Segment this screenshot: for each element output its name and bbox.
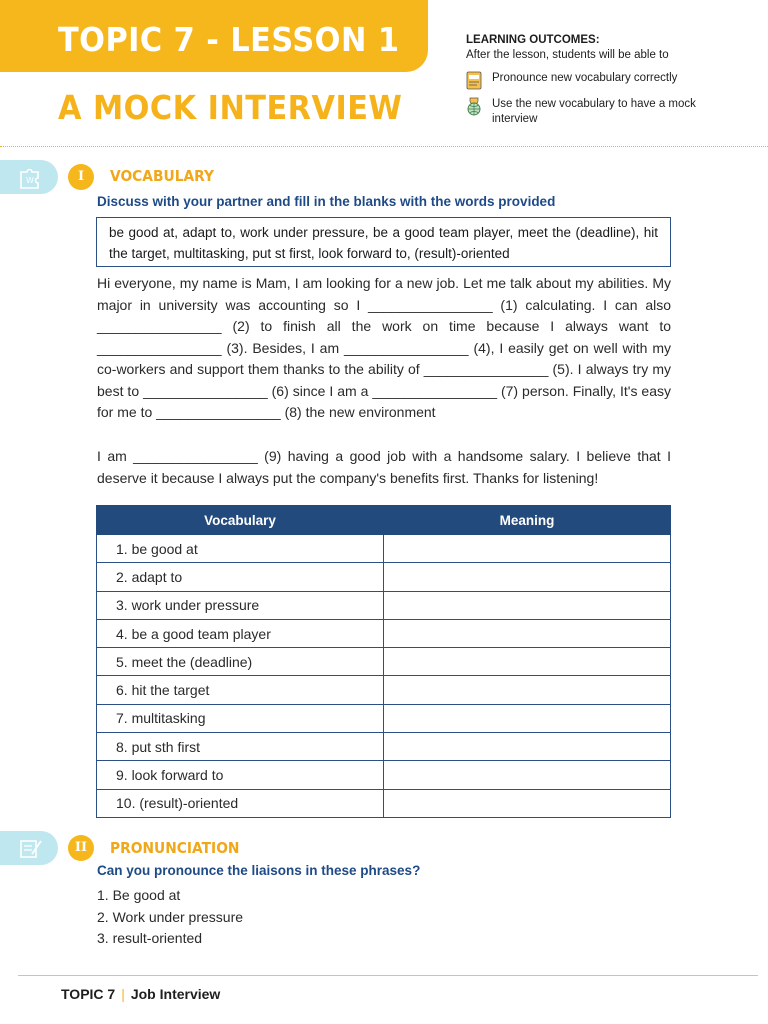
meaning-column-header: Meaning: [384, 506, 671, 535]
footer-topic: TOPIC 7: [61, 986, 116, 1002]
table-row: [97, 789, 671, 817]
vocabulary-cell: 2. adapt to: [97, 563, 384, 591]
vocabulary-cell: 6. hit the target: [97, 676, 384, 704]
writing-pad-icon: [18, 837, 44, 861]
fill-in-passage-ending: I am ________________ (9) having a good job with a handsome salary. I believe that I deserve it because I always put the company's benefits first. Thanks for listening!: [97, 448, 671, 486]
vocabulary-cell: 7. multitasking: [97, 704, 384, 732]
table-row: [97, 591, 671, 619]
meaning-cell[interactable]: [384, 789, 671, 817]
vocabulary-cell: 1. be good at: [97, 535, 384, 563]
outcome-text: Use the new vocabulary to have a mock interview: [492, 98, 696, 125]
vocabulary-table: [96, 505, 671, 818]
section-tab-pronunciation: [0, 831, 58, 865]
footer-separator: |: [121, 986, 125, 1002]
section-title: VOCABULARY: [110, 167, 215, 185]
page-footer: [61, 986, 220, 1002]
topic-lesson-title: TOPIC 7 - LESSON 1: [58, 20, 400, 59]
table-row: [97, 619, 671, 647]
word-bank-box: be good at, adapt to, work under pressure, be a good team player, meet the (deadline), hit the target, multitasking, put st first, look forward to, (result)-oriented: [96, 217, 671, 267]
vocabulary-book-icon: [466, 71, 482, 89]
meaning-cell[interactable]: [384, 563, 671, 591]
vocabulary-cell: 5. meet the (deadline): [97, 648, 384, 676]
vocabulary-cell: 9. look forward to: [97, 761, 384, 789]
meaning-cell[interactable]: [384, 619, 671, 647]
table-row: [97, 761, 671, 789]
meaning-cell[interactable]: [384, 761, 671, 789]
svg-text:W: W: [26, 176, 34, 185]
meaning-cell[interactable]: [384, 535, 671, 563]
table-row: [97, 733, 671, 761]
outcomes-intro: After the lesson, students will be able to: [466, 49, 669, 61]
pronunciation-list: [97, 885, 243, 950]
outcome-text: Pronounce new vocabulary correctly: [492, 72, 678, 84]
list-item: 1. Be good at: [97, 887, 181, 903]
meaning-cell[interactable]: [384, 676, 671, 704]
header-divider: [0, 146, 768, 147]
table-header-row: [97, 506, 671, 535]
learning-outcomes: [466, 33, 766, 125]
vocabulary-column-header: Vocabulary: [97, 506, 384, 535]
meaning-cell[interactable]: [384, 591, 671, 619]
globe-trophy-icon: [466, 97, 482, 115]
table-row: [97, 648, 671, 676]
footer-divider: [18, 975, 758, 976]
section-tab-vocabulary: [0, 160, 58, 194]
table-row: [97, 704, 671, 732]
fill-in-passage: Hi everyone, my name is Mam, I am looking for a new job. Let me talk about my abilities. My major in university was accounting so I ________________ (1) calculating. I can also ________________ (2) to finish all the work on time because I always want to ________________ (3). Besides, I am ________________ (4), I easily get on well with my co-workers and support them thanks to the ability of ________________ (5). I always try my best to ________________ (6) since I am a ________________ (7) person. Finally, It's easy for me to ________________ (8) the new environment: [97, 275, 671, 420]
vocabulary-cell: 8. put sth first: [97, 733, 384, 761]
vocabulary-cell: 10. (result)-oriented: [97, 789, 384, 817]
list-item: 2. Work under pressure: [97, 908, 244, 925]
table-row: [97, 676, 671, 704]
table-row: [97, 563, 671, 591]
outcomes-heading: LEARNING OUTCOMES:: [466, 34, 600, 46]
section-number-badge: II: [68, 835, 94, 861]
meaning-cell[interactable]: [384, 704, 671, 732]
puzzle-icon: [18, 166, 44, 190]
section-title: PRONUNCIATION: [110, 839, 240, 857]
section-instruction: Discuss with your partner and fill in the blanks with the words provided: [97, 194, 556, 209]
table-row: [97, 535, 671, 563]
vocabulary-cell: 4. be a good team player: [97, 619, 384, 647]
section-number-badge: I: [68, 164, 94, 190]
lesson-title: A MOCK INTERVIEW: [58, 88, 403, 127]
vocabulary-cell: 3. work under pressure: [97, 591, 384, 619]
meaning-cell[interactable]: [384, 733, 671, 761]
meaning-cell[interactable]: [384, 648, 671, 676]
list-item: 3. result-oriented: [97, 930, 203, 946]
section-instruction: Can you pronounce the liaisons in these phrases?: [97, 863, 421, 878]
footer-subtitle: Job Interview: [130, 986, 221, 1002]
